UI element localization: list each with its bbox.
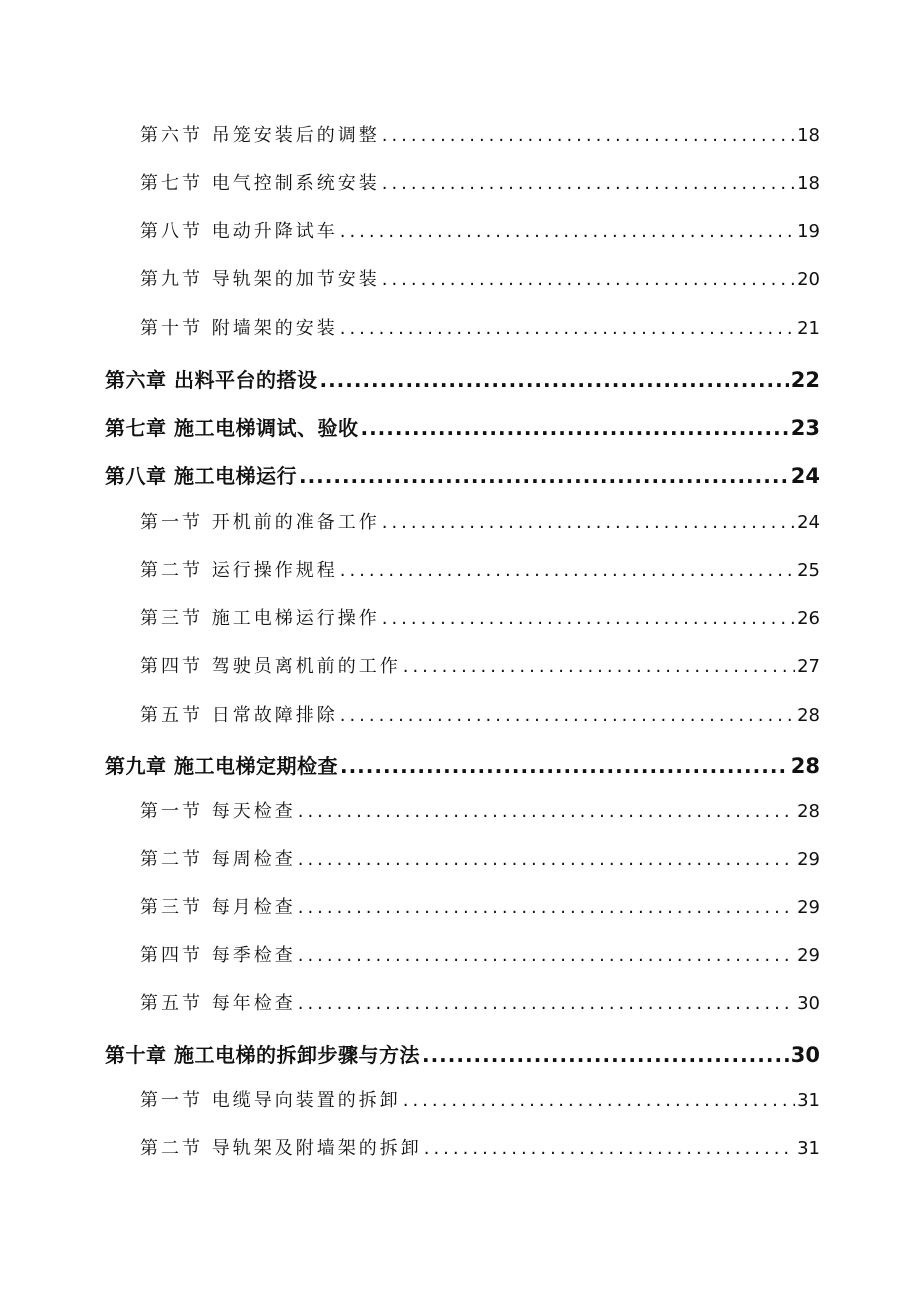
toc-leader-dots — [298, 945, 795, 966]
toc-entry-label: 第十节 附墙架的安装 — [140, 318, 338, 339]
toc-entry-label: 第六章 出料平台的搭设 — [105, 368, 318, 392]
toc-entry-section[interactable] — [140, 797, 820, 823]
toc-leader-dots — [360, 416, 788, 440]
toc-leader-dots — [403, 1090, 795, 1111]
toc-leader-dots — [340, 318, 795, 339]
toc-entry-chapter[interactable] — [105, 750, 820, 779]
toc-leader-dots — [340, 560, 795, 581]
toc-page-number: 31 — [797, 1090, 820, 1111]
toc-entry-label: 第二节 导轨架及附墙架的拆卸 — [140, 1138, 422, 1159]
toc-page-number: 24 — [797, 512, 820, 533]
toc-leader-dots — [382, 173, 795, 194]
toc-entry-section[interactable] — [140, 604, 820, 630]
toc-page-number: 23 — [790, 416, 820, 440]
toc-entry-section[interactable] — [140, 941, 820, 967]
toc-entry-label: 第三节 施工电梯运行操作 — [140, 608, 380, 629]
toc-entry-section[interactable] — [140, 893, 820, 919]
toc-entry-label: 第一节 每天检查 — [140, 801, 296, 822]
toc-entry-section[interactable] — [140, 556, 820, 582]
toc-entry-section[interactable] — [140, 217, 820, 243]
toc-page-number: 29 — [797, 897, 820, 918]
toc-entry-chapter[interactable] — [105, 412, 820, 441]
toc-leader-dots — [340, 705, 795, 726]
toc-entry-label: 第八节 电动升降试车 — [140, 221, 338, 242]
toc-entry-label: 第二节 运行操作规程 — [140, 560, 338, 581]
toc-page-number: 29 — [797, 849, 820, 870]
toc-leader-dots — [340, 754, 789, 778]
toc-leader-dots — [298, 849, 795, 870]
toc-entry-section[interactable] — [140, 701, 820, 727]
toc-leader-dots — [424, 1138, 795, 1159]
toc-entry-label: 第三节 每月检查 — [140, 897, 296, 918]
toc-leader-dots — [403, 656, 795, 677]
toc-page-number: 31 — [797, 1138, 820, 1159]
toc-entry-label: 第十章 施工电梯的拆卸步骤与方法 — [105, 1043, 420, 1067]
toc-entry-section[interactable] — [140, 508, 820, 534]
toc-entry-label: 第四节 驾驶员离机前的工作 — [140, 656, 401, 677]
toc-entry-chapter[interactable] — [105, 460, 820, 489]
toc-page-number: 28 — [797, 801, 820, 822]
toc-entry-section[interactable] — [140, 845, 820, 871]
toc-leader-dots — [319, 368, 788, 392]
toc-page-number: 22 — [790, 368, 820, 392]
toc-page-number: 29 — [797, 945, 820, 966]
toc-entry-label: 第五节 每年检查 — [140, 993, 296, 1014]
toc-page-number: 21 — [797, 318, 820, 339]
toc-entry-section[interactable] — [140, 265, 820, 291]
toc-entry-label: 第五节 日常故障排除 — [140, 705, 338, 726]
toc-entry-label: 第六节 吊笼安装后的调整 — [140, 125, 380, 146]
toc-leader-dots — [382, 608, 795, 629]
toc-entry-label: 第七章 施工电梯调试、验收 — [105, 416, 359, 440]
toc-leader-dots — [299, 464, 789, 488]
toc-page-number: 18 — [797, 173, 820, 194]
toc-entry-chapter[interactable] — [105, 1039, 820, 1068]
toc-entry-label: 第一节 电缆导向装置的拆卸 — [140, 1090, 401, 1111]
toc-entry-label: 第九章 施工电梯定期检查 — [105, 754, 338, 778]
toc-page-number: 26 — [797, 608, 820, 629]
toc-leader-dots — [382, 125, 795, 146]
toc-page-number: 19 — [797, 221, 820, 242]
toc-page-number: 30 — [790, 1043, 820, 1067]
toc-leader-dots — [382, 269, 795, 290]
toc-entry-section[interactable] — [140, 989, 820, 1015]
toc-page-number: 18 — [797, 125, 820, 146]
toc-leader-dots — [298, 801, 795, 822]
toc-entry-label: 第九节 导轨架的加节安装 — [140, 269, 380, 290]
toc-leader-dots — [382, 512, 795, 533]
toc-entry-label: 第八章 施工电梯运行 — [105, 464, 297, 488]
toc-leader-dots — [298, 993, 795, 1014]
toc-entry-section[interactable] — [140, 169, 820, 195]
toc-entry-section[interactable] — [140, 652, 820, 678]
toc-entry-label: 第七节 电气控制系统安装 — [140, 173, 380, 194]
toc-entry-section[interactable] — [140, 1086, 820, 1112]
toc-page-number: 27 — [797, 656, 820, 677]
toc-page-number: 28 — [790, 754, 820, 778]
toc-page-number: 24 — [790, 464, 820, 488]
toc-entry-chapter[interactable] — [105, 364, 820, 393]
toc-entry-label: 第一节 开机前的准备工作 — [140, 512, 380, 533]
toc-page-number: 20 — [797, 269, 820, 290]
toc-page-number: 30 — [797, 993, 820, 1014]
toc-entry-label: 第四节 每季检查 — [140, 945, 296, 966]
toc-page-number: 25 — [797, 560, 820, 581]
toc-leader-dots — [340, 221, 795, 242]
toc-entry-section[interactable] — [140, 1134, 820, 1160]
toc-entry-section[interactable] — [140, 314, 820, 340]
toc-leader-dots — [422, 1043, 789, 1067]
toc-page-number: 28 — [797, 705, 820, 726]
toc-entry-section[interactable] — [140, 121, 820, 147]
toc-leader-dots — [298, 897, 795, 918]
toc-entry-label: 第二节 每周检查 — [140, 849, 296, 870]
